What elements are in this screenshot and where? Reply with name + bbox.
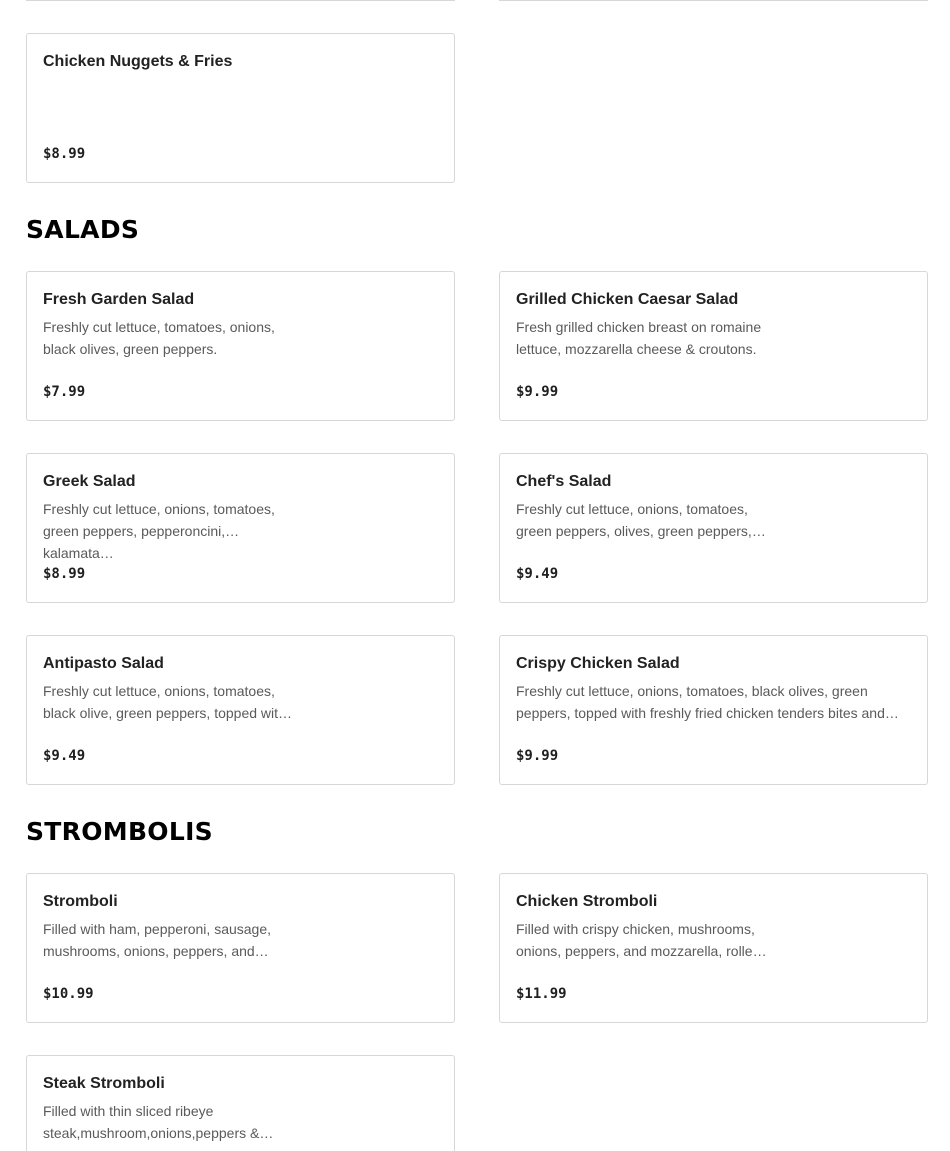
- item-name: Greek Salad: [43, 473, 136, 490]
- menu-item-card[interactable]: [26, 873, 455, 1023]
- item-description: Freshly cut lettuce, onions, tomatoes, black olive, green peppers, topped wit…: [43, 683, 293, 721]
- item-price: $9.99: [516, 384, 559, 400]
- item-name: Fresh Garden Salad: [43, 291, 195, 308]
- item-price: $7.99: [43, 384, 86, 400]
- item-description: Freshly cut lettuce, onions, tomatoes, green peppers, olives, green peppers,…: [516, 501, 766, 539]
- item-name: Chef's Salad: [516, 473, 612, 490]
- item-description: Filled with crispy chicken, mushrooms, onions, peppers, and mozzarella, rolle…: [516, 921, 767, 959]
- item-name: Chicken Nuggets & Fries: [43, 53, 233, 70]
- menu-item-card[interactable]: [499, 873, 928, 1023]
- menu-item-card[interactable]: [499, 453, 928, 603]
- item-price: $9.99: [516, 748, 559, 764]
- item-price: $9.49: [516, 566, 559, 582]
- menu-item-card[interactable]: [26, 271, 455, 421]
- item-price: $9.49: [43, 748, 86, 764]
- menu-item-card[interactable]: [26, 453, 455, 603]
- section-title-salads: SALADS: [26, 215, 140, 244]
- item-name: Chicken Stromboli: [516, 893, 658, 910]
- item-description: Fresh grilled chicken breast on romaine lettuce, mozzarella cheese & croutons.: [516, 319, 762, 357]
- item-name: Steak Stromboli: [43, 1075, 165, 1092]
- item-price: $8.99: [43, 146, 86, 162]
- item-description: Freshly cut lettuce, onions, tomatoes, green peppers, pepperoncini, kalamata…: [43, 501, 275, 561]
- menu-item-card[interactable]: [499, 635, 928, 785]
- item-name: Grilled Chicken Caesar Salad: [516, 291, 739, 308]
- previous-card-edge-left: [26, 0, 455, 1]
- section-title-strombolis: STROMBOLIS: [26, 817, 213, 846]
- item-name: Crispy Chicken Salad: [516, 655, 680, 672]
- menu-item-card[interactable]: [26, 33, 455, 183]
- menu-item-card[interactable]: [26, 1055, 455, 1151]
- item-description: Freshly cut lettuce, onions, tomatoes, black olives, green peppers, topped with freshly fried chicken tenders bites and…: [516, 683, 899, 721]
- previous-card-edge-right: [499, 0, 928, 1]
- item-price: $11.99: [516, 986, 567, 1002]
- item-price: $8.99: [43, 566, 86, 582]
- item-name: Antipasto Salad: [43, 655, 164, 672]
- menu-item-card[interactable]: [499, 271, 928, 421]
- item-description: Filled with ham, pepperoni, sausage, mushrooms, onions, peppers, and…: [43, 921, 272, 959]
- menu-item-card[interactable]: [26, 635, 455, 785]
- item-description: Freshly cut lettuce, tomatoes, onions, black olives, green peppers.: [43, 319, 275, 357]
- item-name: Stromboli: [43, 893, 118, 910]
- item-description: Filled with thin sliced ribeye steak,mushroom,onions,peppers &…: [43, 1103, 274, 1141]
- item-price: $10.99: [43, 986, 94, 1002]
